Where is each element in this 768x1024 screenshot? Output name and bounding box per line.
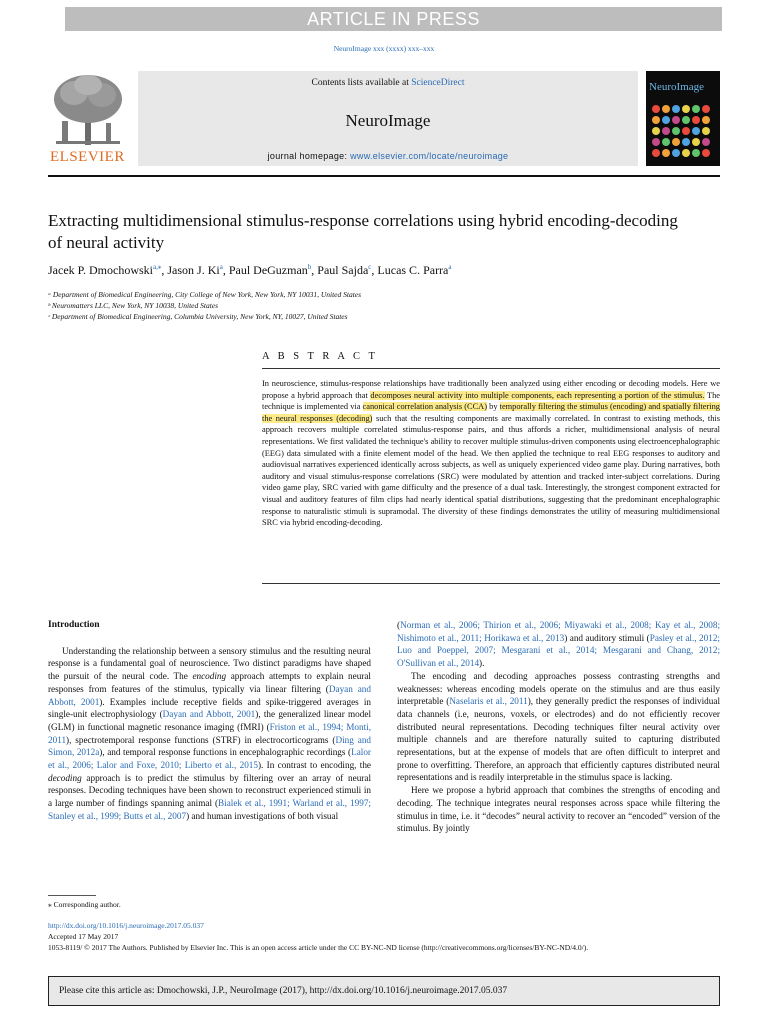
- citation-link[interactable]: Friston et al., 1994; Monti, 2011: [48, 721, 371, 745]
- citation-link[interactable]: Norman et al., 2006; Thirion et al., 2006; Miyawaki et al., 2008; Kay et al., 2008; Nishimoto et al., 2011; Horikawa et al., 2013: [397, 620, 720, 643]
- cover-brain-thumb: [662, 149, 670, 157]
- citation-link[interactable]: Dayan and Abbott, 2001: [162, 709, 256, 720]
- homepage-link[interactable]: www.elsevier.com/locate/neuroimage: [350, 151, 509, 161]
- elsevier-wordmark: ELSEVIER: [50, 149, 125, 165]
- author-name[interactable]: Lucas C. Parra: [377, 263, 449, 277]
- intro-paragraph-2: [397, 670, 720, 784]
- cover-brain-thumb: [652, 149, 660, 157]
- cover-brain-thumb: [652, 116, 660, 124]
- abstract-heading: A B S T R A C T: [262, 351, 378, 362]
- text: ). In contrast to encoding, the: [257, 760, 371, 771]
- highlight: decomposes neural activity into multiple components, each representing a portion of the stimulus.: [370, 390, 705, 400]
- author-affil-sup[interactable]: b: [307, 263, 312, 271]
- sciencedirect-link[interactable]: ScienceDirect: [411, 78, 465, 88]
- author-name[interactable]: Jacek P. Dmochowski: [48, 263, 153, 277]
- text: ). Examples include receptive fields and spike-triggered averages in single-unit electrophysiology (: [48, 696, 371, 720]
- cover-brain-thumb: [692, 138, 700, 146]
- text: ), they generally predict the responses of individual data channels (i.e, neurons, voxels, or electrodes) and do not efficiently recover distributed neural representations. Decoding techniques filter neural activity over multiple channels and are therefore naturally suited to capturing distributed representations, but at the expense of models that are often difficult to interpret and prone to overfitting. Therefore, an approach that efficiently captures distributed neural representations and is readily interpretable in the stimulus space is lacking.: [397, 696, 721, 783]
- text: The encoding and decoding approaches possess contrasting strengths and weaknesses: whereas encoding models operate on the stimulus and are thus easily interpretable (: [397, 670, 720, 707]
- affiliation-b: ᵇ Neuromatters LLC, New York, NY 10038, United States: [48, 301, 219, 310]
- journal-homepage: [138, 151, 638, 161]
- intro-paragraph-1: [48, 645, 371, 823]
- author-list: Jacek P. Dmochowski$^{a,⁎}$, Jason J. Ki$^a$, Paul DeGuzman$^b$, Paul Sajda$^c$, Lucas C. Parra$^a$: [48, 263, 452, 277]
- citation-box: Please cite this article as: Dmochowski, J.P., NeuroImage (2017), http://dx.doi.org/10.1016/j.neuroimage.2017.05.037: [48, 976, 720, 1006]
- masthead-center: [138, 71, 638, 166]
- intro-paragraph-1-cont: [397, 619, 720, 670]
- emphasis: encoding: [192, 671, 227, 682]
- author-name[interactable]: Jason J. Ki: [167, 263, 220, 277]
- cover-brain-thumb: [692, 127, 700, 135]
- cover-brain-thumb: [652, 105, 660, 113]
- footnote-divider: [48, 895, 96, 896]
- license-line: 1053-8119/ © 2017 The Authors. Published by Elsevier Inc. This is an open access article under the CC BY-NC-ND license (http://creativecommons.org/licenses/BY-NC-ND/4.0/).: [48, 943, 589, 952]
- section-heading-introduction: Introduction: [48, 620, 100, 630]
- journal-cover-image: [646, 71, 720, 166]
- affiliation-c: ᶜ Department of Biomedical Engineering, Columbia University, New York, NY, 10027, United States: [48, 312, 348, 321]
- author-affil-sup[interactable]: c: [368, 263, 372, 271]
- text: (: [397, 620, 401, 630]
- text: Understanding the relationship between a sensory stimulus and the resulting neural response is a fundamental goal of neuroscience. Two distinct paradigms have shaped the pursuit of the neural code. The: [48, 645, 371, 682]
- affiliations: [48, 289, 720, 322]
- text: ) and auditory stimuli (: [564, 632, 650, 643]
- cover-brain-thumb: [672, 116, 680, 124]
- intro-paragraph-3: Here we propose a hybrid approach that combines the strengths of encoding and decoding. The technique integrates neural responses across space while filtering the stimulus in time, i.e. it “decodes” neural activity to recover an “encoded” version of the stimulus. By jointly: [397, 785, 720, 834]
- cover-brain-thumb: [682, 116, 690, 124]
- abstract-text-part: The technique is implemented via: [262, 390, 720, 412]
- abstract-divider-top: [262, 368, 720, 369]
- citation-link[interactable]: Ding and Simon, 2012a: [48, 734, 372, 758]
- text: approach is to predict the stimulus by filtering over an array of neural responses. Decoding techniques have been shown to reconstruct experienced stimuli in a large number of findings spanning animal (: [48, 772, 371, 809]
- contents-prefix: Contents lists available at: [311, 78, 412, 88]
- author-affil-sup[interactable]: a,⁎: [153, 263, 162, 271]
- cover-brain-thumb: [652, 127, 660, 135]
- cover-brain-thumb: [692, 116, 700, 124]
- text: ), spectrotemporal response functions (STRF) in electrocorticograms (: [66, 734, 336, 745]
- corresponding-author-note: ⁎ Corresponding author.: [48, 900, 121, 909]
- author-name[interactable]: Paul Sajda: [317, 263, 369, 277]
- abstract-text-part: such that the resulting components are maximally correlated. In contrast to existing methods, this approach recovers multiple correlated stimulus-response pairs, and thus affords a richer, multidimensional analysis of neural representations. We first validated the technique's ability to recover multiple stimulus-driven components using electroencephalographic (EEG) data simulated with a finite element model of the head. We then applied the technique to real EEG responses to auditory and audiovisual narratives experienced identically across subjects, as well as uniquely experienced video game play. During narratives, both auditory and visual stimulus-response correlations (SRC) were modulated by attention and tracked inter-subject correlations. During video game play, SRC varied with game difficulty and the presence of a dual task. Interestingly, the strongest component extracted for visual and auditory features of film clips had nearly identical spatial distributions, suggesting that the predominant encephalographic response to naturalistic stimuli is supramodal. The diversity of these findings demonstrates the utility of measuring multidimensional SRC via hybrid encoding-decoding.: [262, 413, 720, 528]
- abstract-text-part: In neuroscience, stimulus-response relationships have traditionally been analyzed using either encoding or decoding models. Here we propose a hybrid approach that: [262, 379, 720, 400]
- abstract-divider-bottom: [262, 583, 720, 584]
- cover-brain-thumb: [702, 149, 710, 157]
- emphasis: decoding: [48, 772, 82, 783]
- author-affil-sup[interactable]: a: [219, 263, 223, 271]
- cover-brain-thumb: [672, 127, 680, 135]
- cover-brain-thumb: [672, 105, 680, 113]
- accepted-date: Accepted 17 May 2017: [48, 932, 119, 941]
- journal-title: NeuroImage: [345, 111, 431, 130]
- cover-brain-thumb: [692, 105, 700, 113]
- cover-brain-thumb: [672, 149, 680, 157]
- affiliation-a: ᵃ Department of Biomedical Engineering, City College of New York, New York, NY 10031, United States: [48, 290, 362, 299]
- citation-link[interactable]: Lalor et al., 2006; Lalor and Foxe, 2010; Liberto et al., 2015: [48, 747, 371, 771]
- cover-brain-thumb: [702, 105, 710, 113]
- citation-link[interactable]: Bialek et al., 1991; Warland et al., 1997; Stanley et al., 1999; Butts et al., 2007: [48, 798, 371, 821]
- highlight: temporally filtering the stimulus (encoding) and spatially filtering the neural responses (decoding): [262, 402, 720, 423]
- contents-available: [138, 78, 638, 88]
- text: ) and human investigations of both visual: [186, 810, 339, 821]
- journal-reference[interactable]: NeuroImage xxx (xxxx) xxx–xxx: [333, 44, 435, 53]
- cover-brain-thumb: [672, 138, 680, 146]
- article-in-press-banner: ARTICLE IN PRESS: [65, 7, 722, 31]
- text: ), the generalized linear model (GLM) in functional magnetic resonance imaging (fMRI) (: [48, 709, 371, 732]
- cover-brain-thumb: [682, 149, 690, 157]
- highlight: canonical correlation analysis (CCA): [362, 402, 488, 412]
- cover-brain-thumb: [662, 116, 670, 124]
- cover-brain-thumb: [702, 127, 710, 135]
- cover-brain-thumb: [682, 127, 690, 135]
- cover-brain-thumb: [702, 138, 710, 146]
- author-name[interactable]: Paul DeGuzman: [228, 263, 308, 277]
- cover-brain-thumb: [682, 105, 690, 113]
- citation-link[interactable]: Naselaris et al., 2011: [449, 696, 528, 707]
- journal-masthead: [48, 71, 720, 166]
- citation-link[interactable]: Dayan and Abbott, 2001: [48, 683, 371, 707]
- cover-brain-thumb: [682, 138, 690, 146]
- cover-title: NeuroImage: [649, 81, 704, 93]
- doi-link[interactable]: http://dx.doi.org/10.1016/j.neuroimage.2017.05.037: [48, 921, 204, 930]
- cover-brain-grid: [652, 105, 714, 157]
- cover-brain-thumb: [662, 105, 670, 113]
- cover-brain-thumb: [662, 127, 670, 135]
- cover-brain-thumb: [652, 138, 660, 146]
- text: approach attempts to explain neural responses from features of the stimulus, typically via linear filtering (: [48, 671, 371, 694]
- text: ), and temporal response functions in encephalographic recordings (: [99, 747, 352, 758]
- abstract-text: [262, 378, 720, 529]
- elsevier-logo: [48, 71, 128, 166]
- paper-title: Extracting multidimensional stimulus-response correlations using hybrid encoding-decoding of neural activity: [48, 211, 678, 252]
- body-column-right: [397, 619, 720, 835]
- abstract-text-part: by: [487, 402, 500, 412]
- header-divider: [48, 175, 720, 177]
- elsevier-tree-icon: [48, 71, 128, 149]
- body-column-left: [48, 619, 371, 823]
- citation-link[interactable]: Pasley et al., 2012; Luo and Poeppel, 2007; Mesgarani et al., 2014; Mesgarani and Chang, 2012; O'Sullivan et al., 2014: [397, 632, 720, 669]
- cover-brain-thumb: [702, 116, 710, 124]
- cover-brain-thumb: [662, 138, 670, 146]
- text: ).: [479, 658, 485, 669]
- homepage-prefix: journal homepage:: [267, 151, 351, 161]
- author-affil-sup[interactable]: a: [448, 263, 452, 271]
- cover-brain-thumb: [692, 149, 700, 157]
